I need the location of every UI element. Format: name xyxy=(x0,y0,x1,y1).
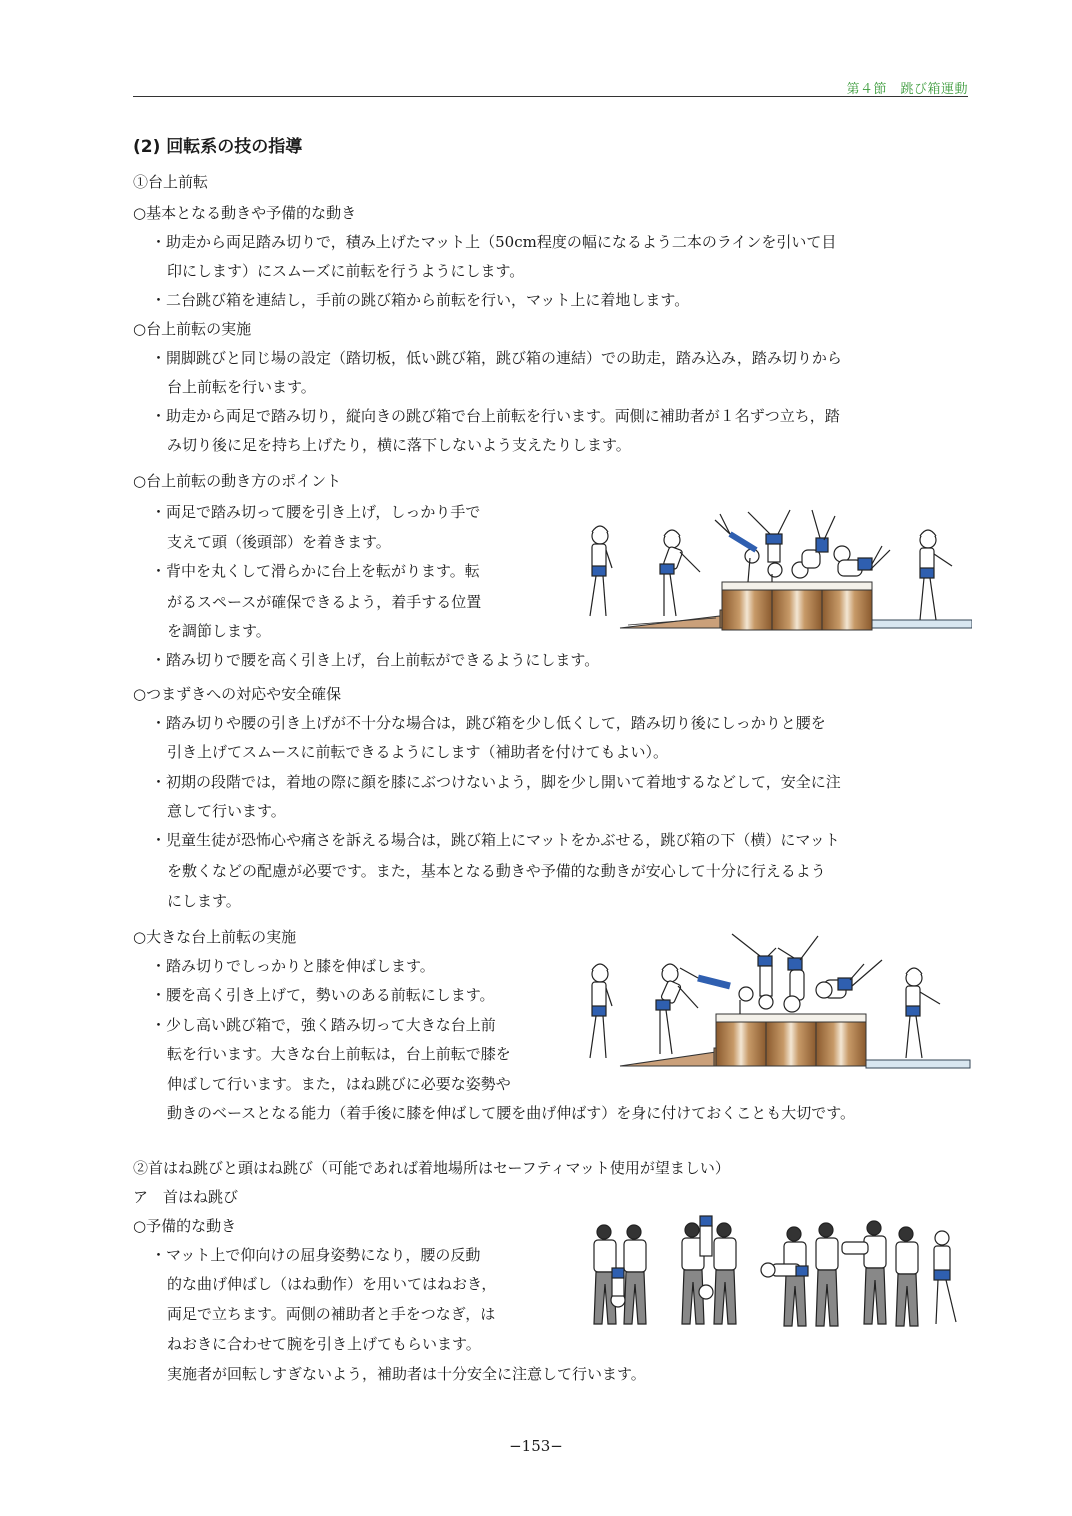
text-line: 的な曲げ伸ばし（はね動作）を用いてはねおき， xyxy=(167,1275,497,1293)
text-line: を調節します。 xyxy=(167,622,271,640)
text-line: ○大きな台上前転の実施 xyxy=(133,928,297,946)
text-line: ・マット上で仰向けの屈身姿勢になり，腰の反動 xyxy=(151,1246,481,1264)
text-line: ・両足で踏み切って腰を引き上げ，しっかり手で xyxy=(151,503,481,521)
text-line: ○つまずきへの対応や安全確保 xyxy=(133,685,342,703)
text-line: ねおきに合わせて腕を引き上げてもらいます。 xyxy=(167,1335,481,1353)
text-line: ・少し高い跳び箱で，強く踏み切って大きな台上前 xyxy=(151,1016,496,1034)
text-line: ①台上前転 xyxy=(133,173,209,191)
text-line: ・腰を高く引き上げて，勢いのある前転にします。 xyxy=(151,986,495,1004)
text-line: 台上前転を行います。 xyxy=(167,378,316,396)
text-line: がるスペースが確保できるよう，着手する位置 xyxy=(167,593,482,611)
large-forward-roll-illustration xyxy=(580,928,972,1070)
text-line: 引き上げてスムースに前転できるようにします（補助者を付けてもよい）。 xyxy=(167,743,669,761)
page-number: −153− xyxy=(509,1437,563,1455)
text-line: 印にします）にスムーズに前転を行うようにします。 xyxy=(167,262,525,280)
vaulting-box xyxy=(722,582,872,630)
text-line: ○台上前転の実施 xyxy=(133,320,252,338)
text-line: み切り後に足を持ち上げたり，横に落下しないよう支えたりします。 xyxy=(167,436,631,454)
text-line: 両足で立ちます。両側の補助者と手をつなぎ，は xyxy=(167,1305,496,1323)
page-header xyxy=(133,78,968,97)
neck-spring-drill-illustration xyxy=(582,1214,972,1336)
text-line: ・助走から両足踏み切りで，積み上げたマット上（50cm程度の幅になるよう二本のラインを引いて目 xyxy=(151,233,837,251)
text-line: ・児童生徒が恐怖心や痛さを訴える場合は，跳び箱上にマットをかぶせる，跳び箱の下（横）にマット xyxy=(151,831,840,849)
text-line: 動きのベースとなる能力（着手後に膝を伸ばして腰を曲げ伸ばす）を身に付けておくことも大切です。 xyxy=(167,1104,856,1122)
text-line: ・背中を丸くして滑らかに台上を転がります。転 xyxy=(151,562,480,580)
landing-mat xyxy=(872,620,972,628)
text-line: ○基本となる動きや予備的な動き xyxy=(133,204,357,222)
text-line: ・踏み切りでしっかりと膝を伸ばします。 xyxy=(151,957,435,975)
header-text: 第４節 跳び箱運動 xyxy=(846,82,968,97)
text-line: 伸ばして行います。また，はね跳びに必要な姿勢や xyxy=(167,1075,511,1093)
text-line: ・二台跳び箱を連結し，手前の跳び箱から前転を行い，マット上に着地します。 xyxy=(151,291,690,309)
text-line: ・助走から両足で踏み切り，縦向きの跳び箱で台上前転を行います。両側に補助者が１名ずつ立ち，踏 xyxy=(151,407,840,425)
text-line: ○台上前転の動き方のポイント xyxy=(133,472,342,490)
text-line: ・初期の段階では，着地の際に顔を膝にぶつけないよう，脚を少し開いて着地するなどして，安全に注 xyxy=(151,773,841,791)
text-line: ②首はね跳びと頭はね跳び（可能であれば着地場所はセーフティマット使用が望ましい） xyxy=(133,1159,730,1177)
text-line: を敷くなどの配慮が必要です。また，基本となる動きや予備的な動きが安心して十分に行えるよう xyxy=(167,862,826,880)
text-line: 実施者が回転しすぎないよう，補助者は十分安全に注意して行います。 xyxy=(167,1365,646,1383)
text-line: ・開脚跳びと同じ場の設定（踏切板，低い跳び箱，跳び箱の連結）での助走，踏み込み，踏み切りから xyxy=(151,349,842,367)
text-line: 意して行います。 xyxy=(167,802,286,820)
text-line: 支えて頭（後頭部）を着きます。 xyxy=(167,533,391,551)
section-title: (2) 回転系の技の指導 xyxy=(133,137,303,157)
helpers-and-athlete xyxy=(594,1216,956,1326)
landing-mat xyxy=(866,1060,970,1068)
text-line: ア 首はね跳び xyxy=(133,1188,239,1206)
text-line: ・踏み切りで腰を高く引き上げ，台上前転ができるようにします。 xyxy=(151,651,600,669)
springboard xyxy=(620,1052,716,1066)
text-line: ・踏み切りや腰の引き上げが不十分な場合は，跳び箱を少し低くして，踏み切り後にしっかりと腰を xyxy=(151,714,826,732)
text-line: ○予備的な動き xyxy=(133,1217,237,1235)
text-line: にします。 xyxy=(167,892,241,910)
forward-roll-illustration xyxy=(580,498,972,638)
vaulting-box xyxy=(716,1014,866,1066)
text-line: 転を行います。大きな台上前転は，台上前転で膝を xyxy=(167,1045,511,1063)
